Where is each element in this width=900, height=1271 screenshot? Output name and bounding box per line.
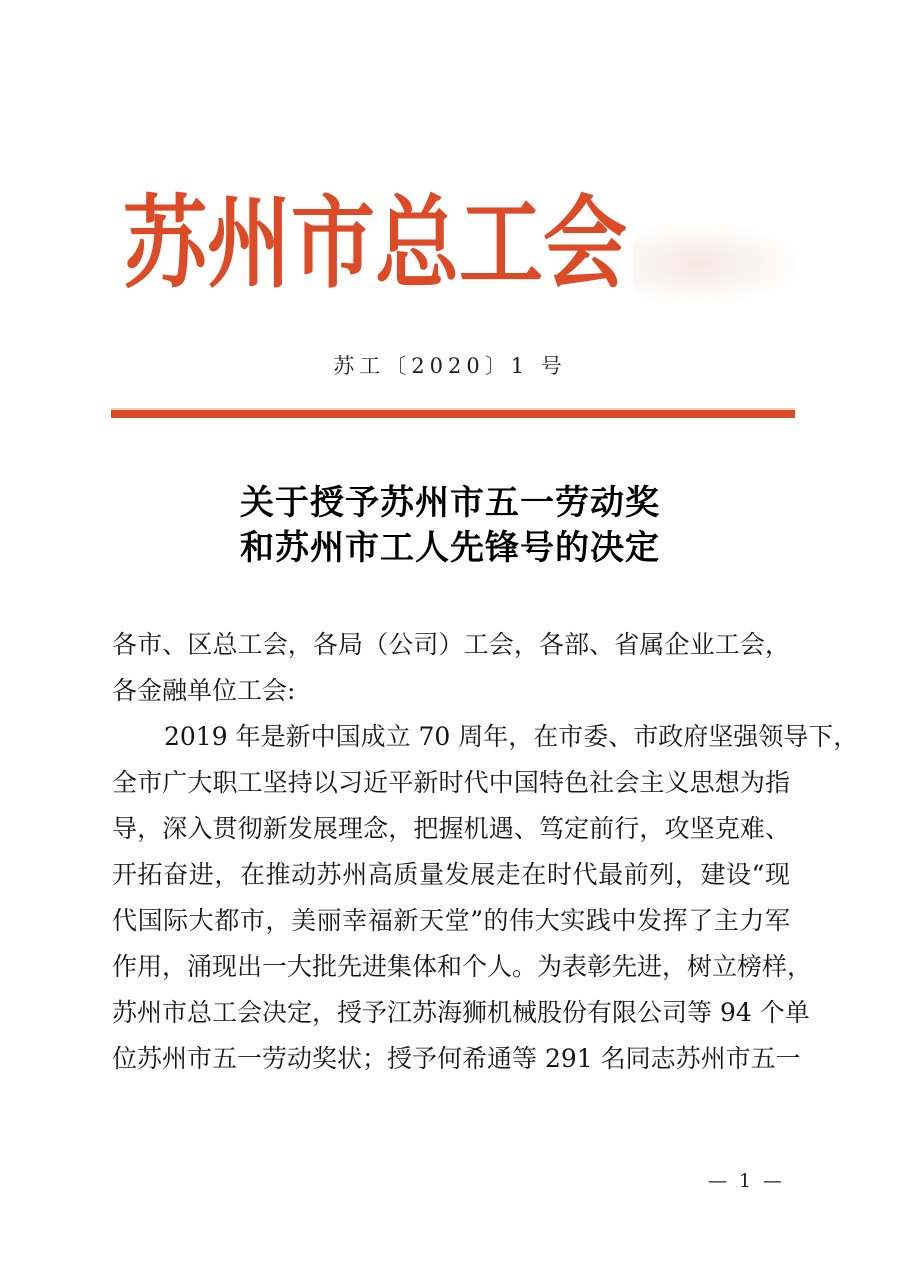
body-line: 各市、区总工会，各局（公司）工会，各部、省属企业工会， [112,630,790,659]
page-number: — 1 — [707,1170,785,1192]
body-line: 开拓奋进，在推动苏州高质量发展走在时代最前列，建设“现 [112,860,790,889]
body-line: 位苏州市五一劳动奖状；授予何希通等 291 名同志苏州市五一 [112,1044,801,1073]
letterhead-org-name: 苏州市总工会 [123,184,627,302]
body-line: 各金融单位工会: [112,676,296,705]
document-title [0,481,900,571]
body-line: 代国际大都市，美丽幸福新天堂”的伟大实践中发挥了主力军 [112,906,790,935]
document-title-line1: 关于授予苏州市五一劳动奖 [240,483,660,523]
body-paragraph [112,622,859,1082]
body-line: 导，深入贯彻新发展理念，把握机遇、笃定前行，攻坚克难、 [112,814,790,843]
body-line: 全市广大职工坚持以习近平新时代中国特色社会主义思想为指 [112,768,790,797]
document-title-line2: 和苏州市工人先锋号的决定 [240,528,660,568]
red-divider-line [111,408,795,418]
doc-reference-number: 苏工〔2020〕1 号 [333,354,567,378]
body-line: 作用，涌现出一大批先进集体和个人。为表彰先进，树立榜样， [112,952,813,981]
body-line: 2019 年是新中国成立 70 周年，在市委、市政府坚强领导下， [164,722,859,751]
scan-artifact-smudge [633,228,793,300]
body-line: 苏州市总工会决定，授予江苏海狮机械股份有限公司等 94 个单 [112,998,810,1027]
